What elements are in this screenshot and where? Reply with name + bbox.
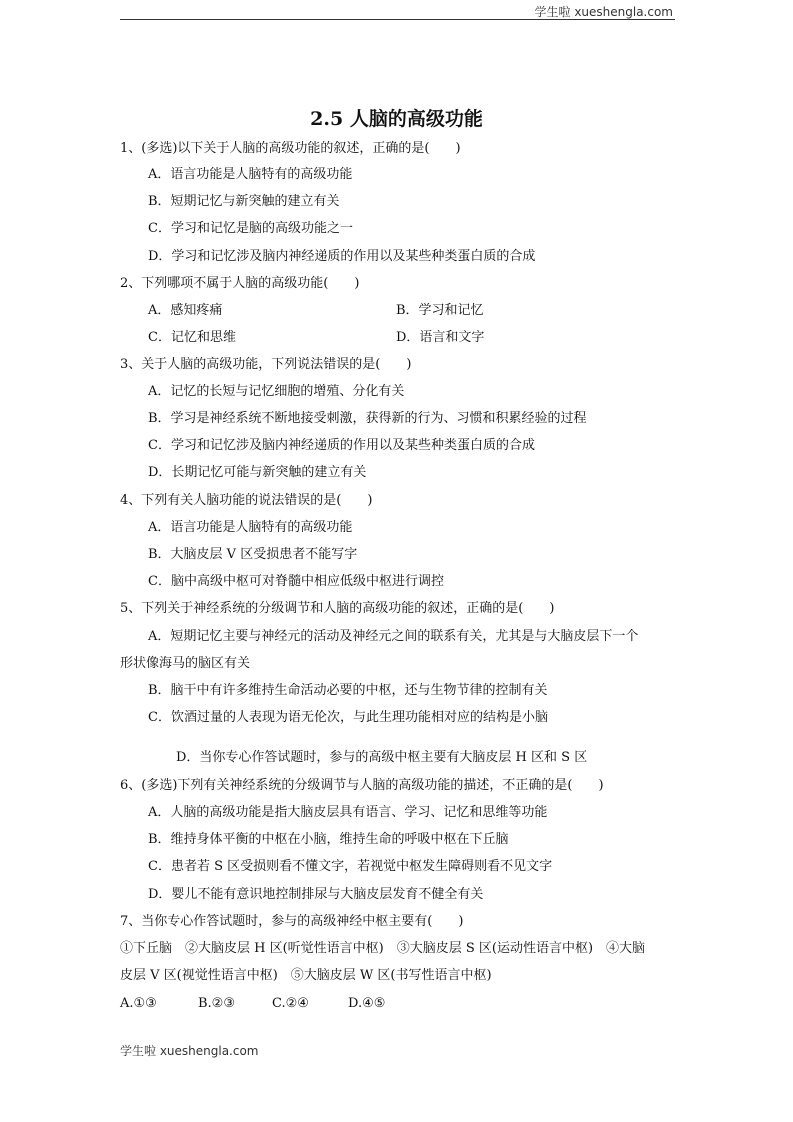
question-2-option-d: D．语言和文字 <box>396 330 485 345</box>
question-7-items-line1: ①下丘脑 ②大脑皮层 H 区(听觉性语言中枢) ③大脑皮层 S 区(运动性语言中枢) ④大脑 <box>120 941 646 956</box>
question-3-option-a: A．记忆的长短与记忆细胞的增殖、分化有关 <box>148 384 405 399</box>
question-3-stem: 3、关于人脑的高级功能，下列说法错误的是( ) <box>120 357 412 372</box>
footer-site-label: 学生啦 xueshengla.com <box>120 1044 259 1058</box>
question-1-option-b: B．短期记忆与新突触的建立有关 <box>148 194 340 209</box>
question-7-stem: 7、当你专心作答试题时，参与的高级神经中枢主要有( ) <box>120 914 464 929</box>
page-title: 2.5 人脑的高级功能 <box>310 108 483 130</box>
question-7-items-line2: 皮层 V 区(视觉性语言中枢) ⑤大脑皮层 W 区(书写性语言中枢) <box>120 968 492 983</box>
question-3-option-d: D．长期记忆可能与新突触的建立有关 <box>148 465 367 480</box>
question-2-option-a: A．感知疼痛 <box>148 303 223 318</box>
question-4-option-c: C．脑中高级中枢可对脊髓中相应低级中枢进行调控 <box>148 574 444 589</box>
question-5-option-a-line2: 形状像海马的脑区有关 <box>120 656 251 671</box>
question-7-option-c: C.②④ <box>272 996 309 1011</box>
question-7-option-d: D.④⑤ <box>348 996 386 1011</box>
question-5-stem: 5、下列关于神经系统的分级调节和人脑的高级功能的叙述，正确的是( ) <box>120 601 555 616</box>
question-6-option-a: A．人脑的高级功能是指大脑皮层具有语言、学习、记忆和思维等功能 <box>148 805 548 820</box>
question-6-option-d: D．婴儿不能有意识地控制排尿与大脑皮层发育不健全有关 <box>148 887 484 902</box>
question-7-option-b: B.②③ <box>198 996 235 1011</box>
question-5-option-a-line1: A．短期记忆主要与神经元的活动及神经元之间的联系有关，尤其是与大脑皮层下一个 <box>148 629 639 644</box>
question-6-stem: 6、(多选)下列有关神经系统的分级调节与人脑的高级功能的描述，不正确的是( ) <box>120 778 604 793</box>
question-5-option-d: D．当你专心作答试题时，参与的高级中枢主要有大脑皮层 H 区和 S 区 <box>176 750 588 765</box>
question-3-option-c: C．学习和记忆涉及脑内神经递质的作用以及某些种类蛋白质的合成 <box>148 438 535 453</box>
question-4-option-b: B．大脑皮层 V 区受损患者不能写字 <box>148 547 358 562</box>
question-6-option-b: B．维持身体平衡的中枢在小脑，维持生命的呼吸中枢在下丘脑 <box>148 832 509 847</box>
question-1-stem: 1、(多选)以下关于人脑的高级功能的叙述，正确的是( ) <box>120 141 461 156</box>
header-rule <box>120 19 675 20</box>
header-site-label: 学生啦 xueshengla.com <box>534 5 673 19</box>
question-5-option-c: C．饮酒过量的人表现为语无伦次，与此生理功能相对应的结构是小脑 <box>148 710 548 725</box>
question-6-option-c: C．患者若 S 区受损则看不懂文字，若视觉中枢发生障碍则看不见文字 <box>148 859 553 874</box>
question-1-option-a: A．语言功能是人脑特有的高级功能 <box>148 167 353 182</box>
question-5-option-b: B．脑干中有许多维持生命活动必要的中枢，还与生物节律的控制有关 <box>148 683 548 698</box>
question-7-option-a: A.①③ <box>120 996 157 1011</box>
question-4-stem: 4、下列有关人脑功能的说法错误的是( ) <box>120 493 373 508</box>
question-2-stem: 2、下列哪项不属于人脑的高级功能( ) <box>120 276 360 291</box>
question-1-option-c: C．学习和记忆是脑的高级功能之一 <box>148 221 353 236</box>
question-1-option-d: D．学习和记忆涉及脑内神经递质的作用以及某些种类蛋白质的合成 <box>148 249 536 264</box>
question-2-option-b: B．学习和记忆 <box>396 303 484 318</box>
question-4-option-a: A．语言功能是人脑特有的高级功能 <box>148 520 353 535</box>
question-2-option-c: C．记忆和思维 <box>148 330 236 345</box>
question-3-option-b: B．学习是神经系统不断地接受刺激，获得新的行为、习惯和积累经验的过程 <box>148 411 587 426</box>
